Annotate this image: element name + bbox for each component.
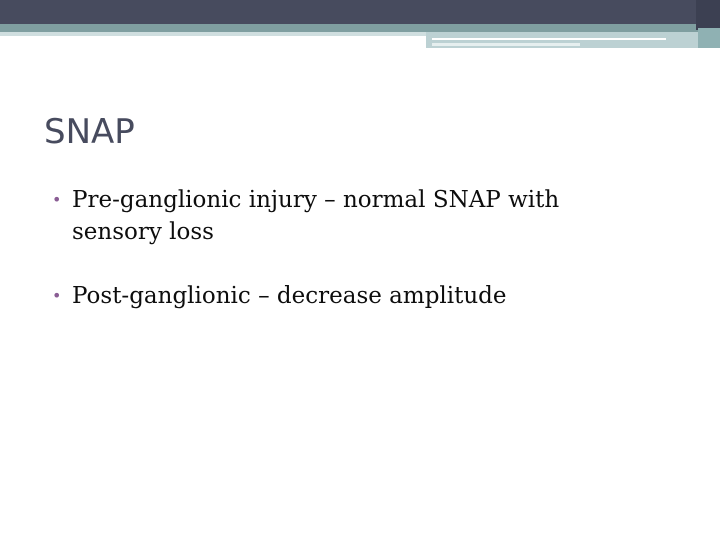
header-accent-highlight: [432, 38, 666, 40]
bullet-text: Pre-ganglionic injury – normal SNAP with sensory loss: [72, 187, 560, 245]
bullet-marker: •: [52, 286, 62, 305]
header-corner-teal: [698, 28, 720, 48]
header-corner-dark: [696, 0, 720, 30]
slide-title: SNAP: [44, 112, 135, 152]
bullet-text: Post-ganglionic – decrease amplitude: [72, 283, 507, 309]
bullet-item-pre-ganglionic: [52, 184, 652, 248]
bullet-list: [52, 184, 652, 344]
bullet-marker: •: [52, 190, 62, 209]
header-band-teal: [0, 24, 720, 32]
header-accent-highlight-secondary: [432, 43, 580, 46]
bullet-item-post-ganglionic: [52, 280, 652, 312]
header-band-dark: [0, 0, 720, 24]
